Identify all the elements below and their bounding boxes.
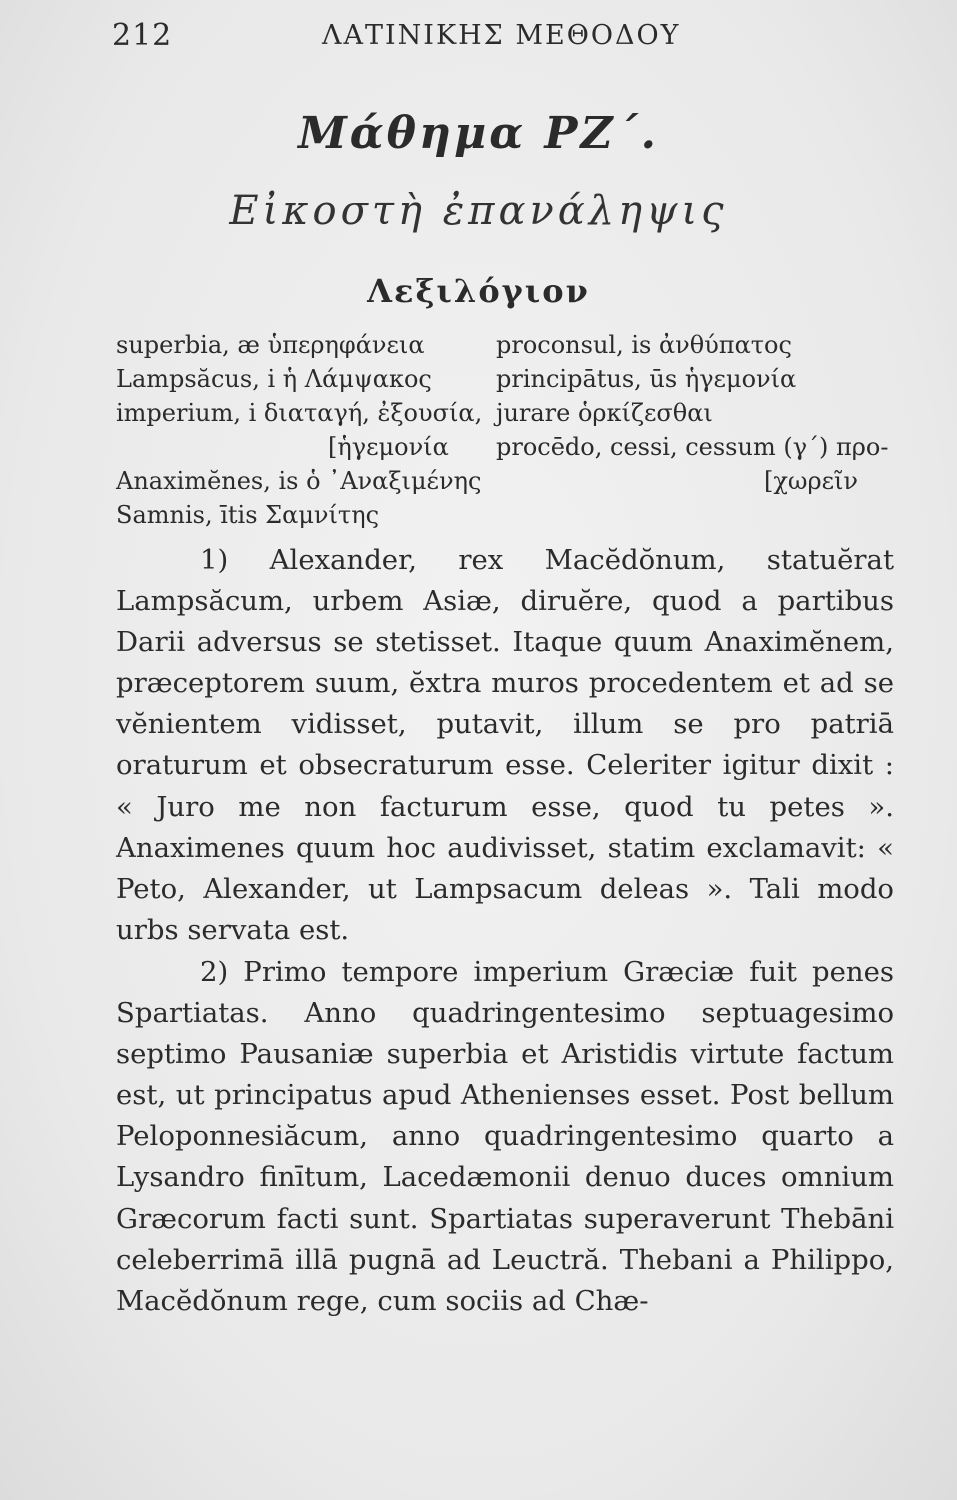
vocabulary-list — [116, 328, 889, 538]
vocab-entry: Anaximĕnes, is ὁ ᾿Αναξιμένης — [116, 467, 482, 495]
paragraph-text: 1) Alexander, rex Macĕdŏnum, statuĕrat Lampsăcum, urbem Asiæ, diruĕre, quod a partibus Darii adversus se stetisset. Itaque quum Anaximĕnem, præceptorem suum, ĕxtra muros procedentem et ad se vĕnientem vidisset, putavit, illum se pro patriā oraturum et obsecraturum esse. Celeriter igitur dixit : « Juro me non facturum esse, quod tu petes ». Anaximenes quum hoc audivisset, statim exclamavit: « Peto, Alexander, ut Lampsacum deleas ». Tali modo urbs servata est. — [116, 544, 894, 946]
page-number: 212 — [112, 18, 173, 53]
vocab-entry: Lampsăcus, i ἡ Λάμψακος — [116, 365, 432, 393]
page-header — [112, 18, 890, 58]
vocab-entry: jurare ὁρκίζεσθαι — [496, 399, 713, 427]
exercise-paragraph-2 — [116, 952, 894, 1322]
running-head: ΛΑΤΙΝΙΚΗΣ ΜΕΘΟΔΟΥ — [322, 20, 681, 51]
vocab-entry: Samnis, ītis Σαμνίτης — [116, 501, 380, 529]
exercise-paragraph-1 — [116, 540, 894, 951]
vocab-entry: proconsul, is ἀνθύπατος — [496, 331, 792, 359]
vocab-entry: superbia, æ ὑπερηφάνεια — [116, 331, 425, 359]
vocab-entry: procēdo, cessi, cessum (γ΄) προ- — [496, 433, 889, 461]
lesson-subtitle: Εἰκοστὴ ἐπανάληψις — [229, 188, 728, 234]
paragraph-text: 2) Primo tempore imperium Græciæ fuit penes Spartiatas. Anno quadringentesimo septuagesimo septimo Pausaniæ superbia et Aristidis virtute factum est, ut principatus apud Athenienses esset. Post bellum Peloponnesiăcum, anno quadringentesimo quarto a Lysandro finītum, Lacedæmonii denuo duces omnium Græcorum facti sunt. Spartiatas superaverunt Thebāni celeberrimā illā pugnā ad Leuctră. Thebani a Philippo, Macĕdŏnum rege, cum sociis ad Chæ- — [116, 956, 894, 1317]
vocab-entry-continuation: [χωρεῖν — [764, 467, 859, 495]
lesson-title: Μάθημα ΡΖ΄. — [298, 108, 659, 159]
vocab-entry-continuation: [ἡγεμονία — [328, 433, 449, 461]
vocab-entry: imperium, i διαταγή, ἐξουσία, — [116, 399, 483, 427]
vocab-entry: principātus, ūs ἡγεμονία — [496, 365, 797, 393]
vocabulary-heading: Λεξιλόγιον — [367, 272, 590, 310]
